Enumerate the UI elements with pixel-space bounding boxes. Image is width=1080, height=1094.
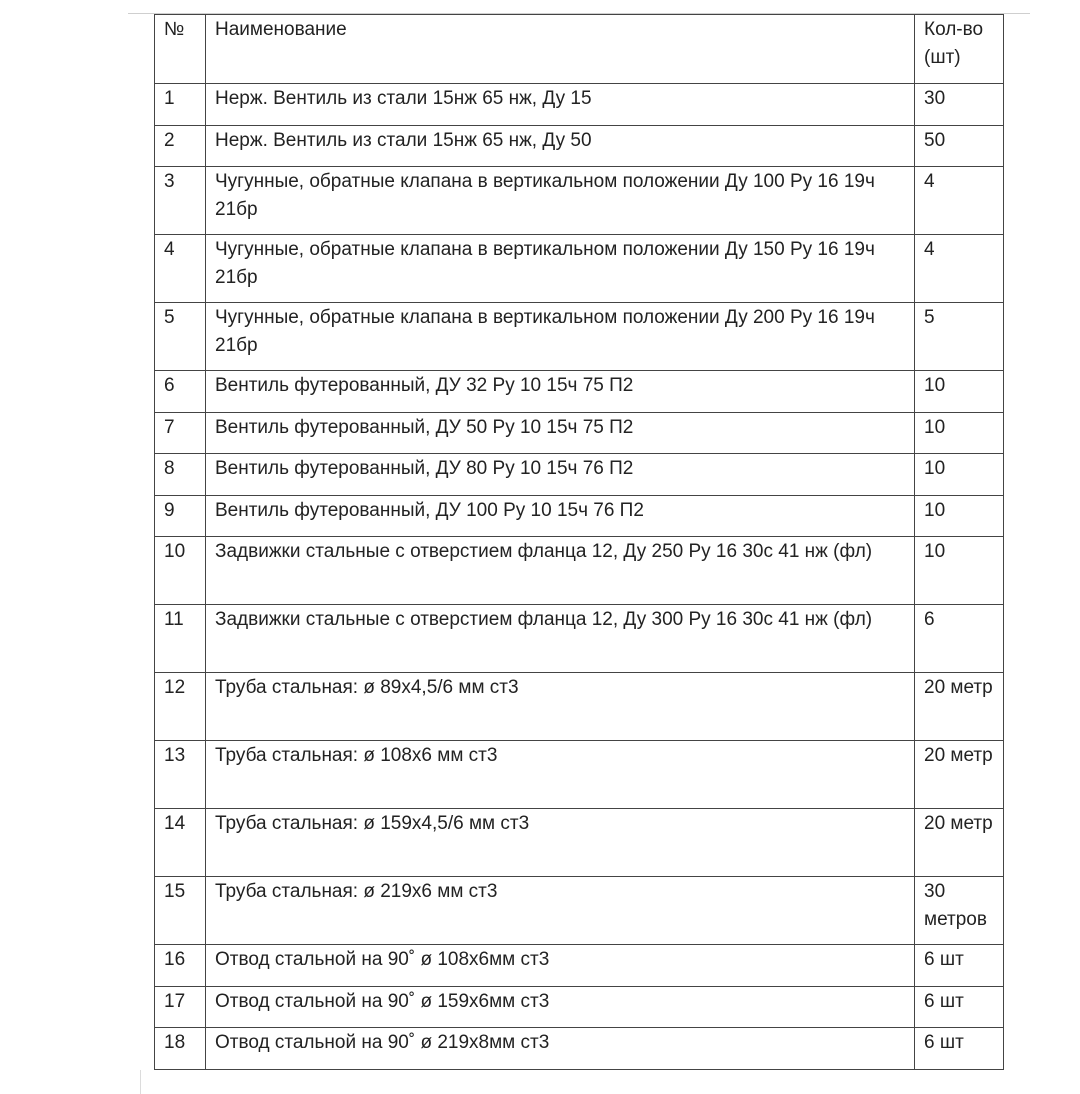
table-row bbox=[155, 412, 1004, 454]
row-name: Труба стальная: ø 219х6 мм ст3 bbox=[206, 877, 915, 945]
table-row bbox=[155, 673, 1004, 741]
table-row bbox=[155, 945, 1004, 987]
row-name: Отвод стальной на 90˚ ø 108х6мм ст3 bbox=[206, 945, 915, 987]
row-number: 2 bbox=[155, 125, 206, 167]
row-name: Труба стальная: ø 159х4,5/6 мм ст3 bbox=[206, 809, 915, 877]
row-number: 12 bbox=[155, 673, 206, 741]
row-quantity: 20 метр bbox=[915, 741, 1004, 809]
row-name: Вентиль футерованный, ДУ 32 Ру 10 15ч 75 П2 bbox=[206, 371, 915, 413]
row-name: Вентиль футерованный, ДУ 50 Ру 10 15ч 75 П2 bbox=[206, 412, 915, 454]
row-number: 7 bbox=[155, 412, 206, 454]
row-quantity: 4 bbox=[915, 235, 1004, 303]
table-row bbox=[155, 605, 1004, 673]
table-header-row bbox=[155, 15, 1004, 84]
table-row bbox=[155, 741, 1004, 809]
row-quantity: 6 шт bbox=[915, 945, 1004, 987]
header-name: Наименование bbox=[206, 15, 915, 84]
row-quantity: 5 bbox=[915, 303, 1004, 371]
row-name: Нерж. Вентиль из стали 15нж 65 нж, Ду 15 bbox=[206, 84, 915, 126]
row-name: Задвижки стальные с отверстием фланца 12, Ду 300 Ру 16 30с 41 нж (фл) bbox=[206, 605, 915, 673]
row-number: 6 bbox=[155, 371, 206, 413]
row-quantity: 6 шт bbox=[915, 1028, 1004, 1070]
table-row bbox=[155, 235, 1004, 303]
row-quantity: 20 метр bbox=[915, 673, 1004, 741]
row-name: Отвод стальной на 90˚ ø 159х6мм ст3 bbox=[206, 986, 915, 1028]
row-name: Чугунные, обратные клапана в вертикальном положении Ду 200 Ру 16 19ч 21бр bbox=[206, 303, 915, 371]
row-quantity: 10 bbox=[915, 454, 1004, 496]
table-row bbox=[155, 809, 1004, 877]
header-number: № bbox=[155, 15, 206, 84]
table-row bbox=[155, 371, 1004, 413]
row-number: 15 bbox=[155, 877, 206, 945]
row-number: 10 bbox=[155, 537, 206, 605]
header-quantity: Кол-во (шт) bbox=[915, 15, 1004, 84]
table-row bbox=[155, 125, 1004, 167]
table-row bbox=[155, 167, 1004, 235]
row-name: Чугунные, обратные клапана в вертикальном положении Ду 100 Ру 16 19ч 21бр bbox=[206, 167, 915, 235]
table-row bbox=[155, 877, 1004, 945]
row-name: Задвижки стальные с отверстием фланца 12, Ду 250 Ру 16 30с 41 нж (фл) bbox=[206, 537, 915, 605]
row-name: Труба стальная: ø 108х6 мм ст3 bbox=[206, 741, 915, 809]
row-number: 1 bbox=[155, 84, 206, 126]
row-number: 5 bbox=[155, 303, 206, 371]
row-number: 9 bbox=[155, 495, 206, 537]
row-number: 17 bbox=[155, 986, 206, 1028]
row-quantity: 10 bbox=[915, 371, 1004, 413]
row-quantity: 50 bbox=[915, 125, 1004, 167]
row-number: 14 bbox=[155, 809, 206, 877]
row-name: Нерж. Вентиль из стали 15нж 65 нж, Ду 50 bbox=[206, 125, 915, 167]
row-quantity: 6 bbox=[915, 605, 1004, 673]
table-row bbox=[155, 1028, 1004, 1070]
row-quantity: 4 bbox=[915, 167, 1004, 235]
row-number: 3 bbox=[155, 167, 206, 235]
row-quantity: 20 метр bbox=[915, 809, 1004, 877]
items-table bbox=[154, 14, 1004, 1070]
row-number: 16 bbox=[155, 945, 206, 987]
row-number: 4 bbox=[155, 235, 206, 303]
table-row bbox=[155, 986, 1004, 1028]
row-name: Чугунные, обратные клапана в вертикальном положении Ду 150 Ру 16 19ч 21бр bbox=[206, 235, 915, 303]
row-name: Вентиль футерованный, ДУ 100 Ру 10 15ч 76 П2 bbox=[206, 495, 915, 537]
row-number: 11 bbox=[155, 605, 206, 673]
row-number: 8 bbox=[155, 454, 206, 496]
table-row bbox=[155, 454, 1004, 496]
table-row bbox=[155, 537, 1004, 605]
table-row bbox=[155, 84, 1004, 126]
row-number: 13 bbox=[155, 741, 206, 809]
row-name: Труба стальная: ø 89х4,5/6 мм ст3 bbox=[206, 673, 915, 741]
row-quantity: 10 bbox=[915, 495, 1004, 537]
table-row bbox=[155, 303, 1004, 371]
page-left-edge bbox=[140, 1070, 141, 1094]
row-quantity: 30 bbox=[915, 84, 1004, 126]
row-name: Отвод стальной на 90˚ ø 219х8мм ст3 bbox=[206, 1028, 915, 1070]
row-quantity: 30 метров bbox=[915, 877, 1004, 945]
row-name: Вентиль футерованный, ДУ 80 Ру 10 15ч 76 П2 bbox=[206, 454, 915, 496]
row-number: 18 bbox=[155, 1028, 206, 1070]
row-quantity: 10 bbox=[915, 537, 1004, 605]
table-row bbox=[155, 495, 1004, 537]
row-quantity: 10 bbox=[915, 412, 1004, 454]
row-quantity: 6 шт bbox=[915, 986, 1004, 1028]
